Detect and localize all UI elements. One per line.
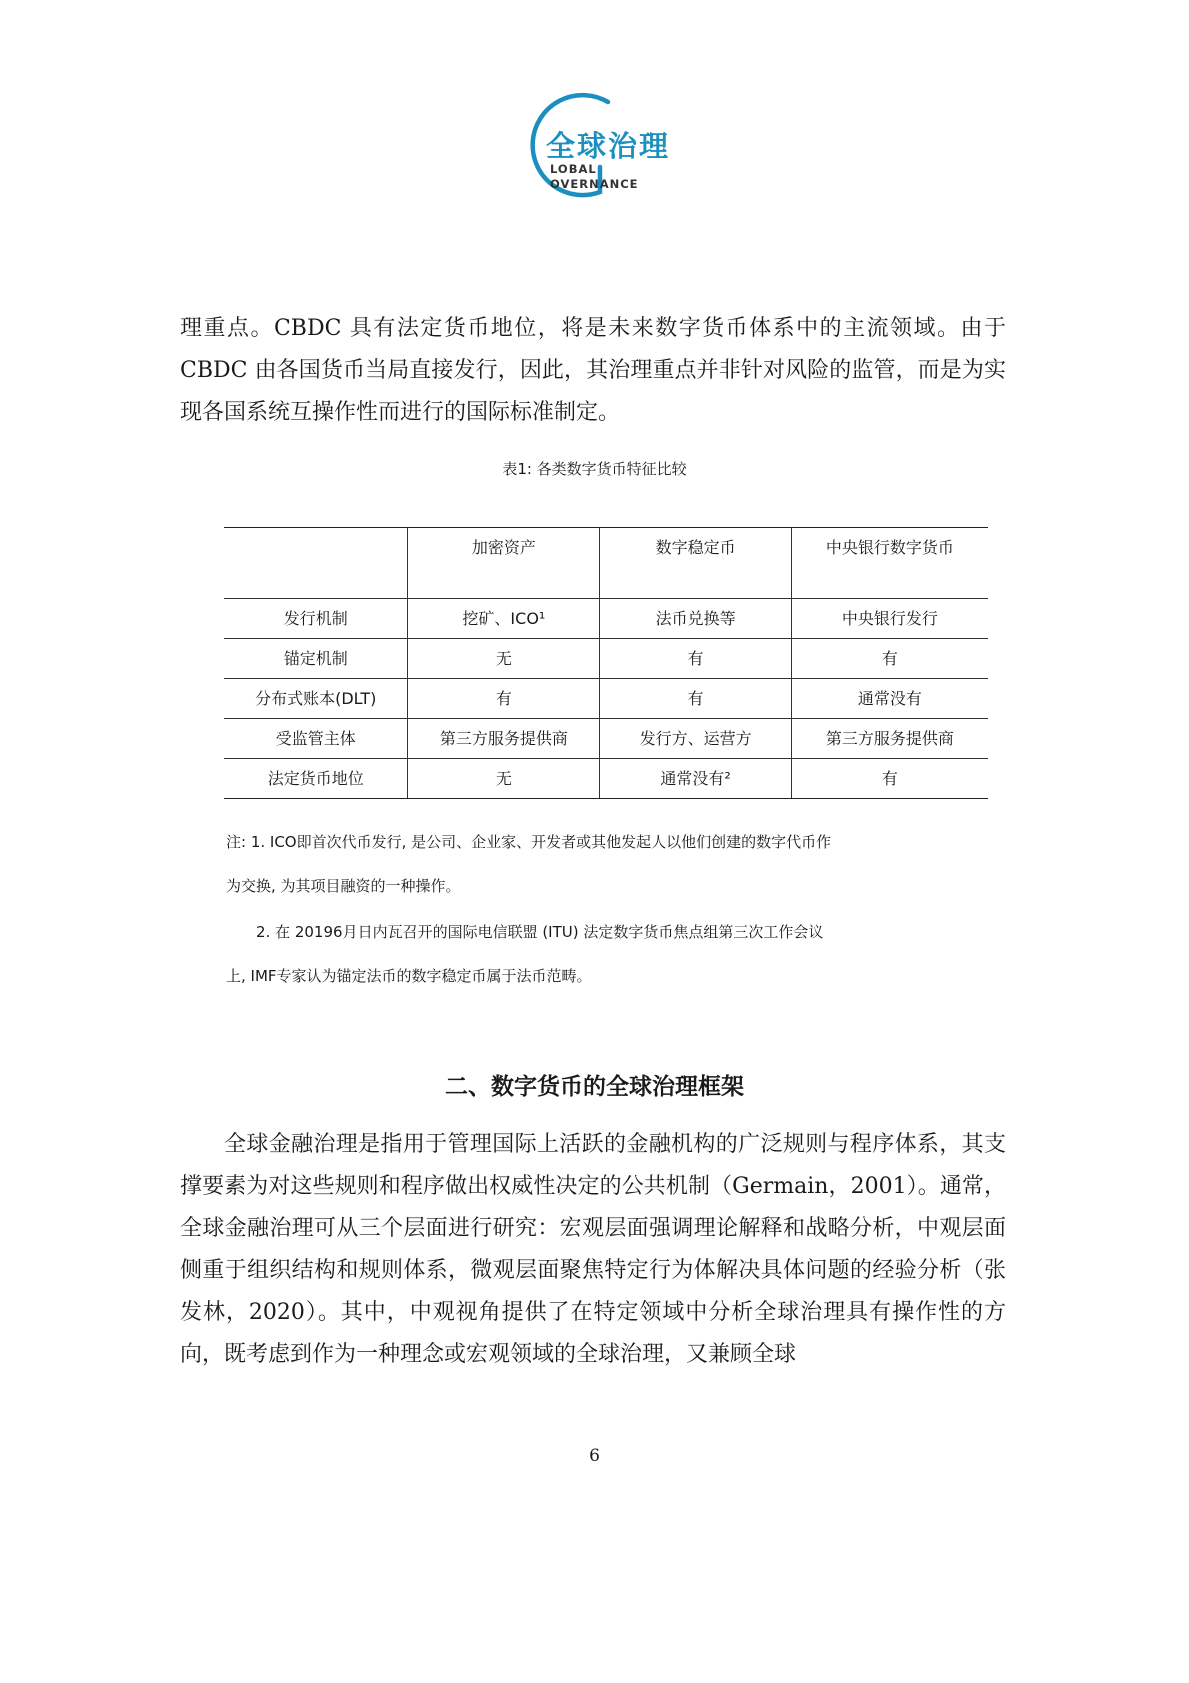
table-cell: 法币兑换等 [600,599,792,639]
table-cell: 挖矿、ICO¹ [408,599,600,639]
table-cell: 通常没有² [600,759,792,799]
table-row [224,719,988,759]
table-row-label: 锚定机制 [224,639,408,679]
table-note-2-line-1: 2. 在 20196月日内瓦召开的国际电信联盟 (ITU) 法定数字货币焦点组第三次工作会议 [256,923,824,941]
table-row-label: 分布式账本(DLT) [224,679,408,719]
global-governance-logo [500,92,700,204]
table-cell: 中央银行发行 [791,599,988,639]
body-paragraph-2: 全球金融治理是指用于管理国际上活跃的金融机构的广泛规则与程序体系，其支撑要素为对这些规则和程序做出权威性决定的公共机制（Germain，2001）。通常，全球金融治理可从三个层面进行研究：宏观层面强调理论解释和战略分析，中观层面侧重于组织结构和规则体系，微观层面聚焦特定行为体解决具体问题的经验分析（张发林，2020）。其中，中观视角提供了在特定领域中分析全球治理具有操作性的方向，既考虑到作为一种理念或宏观领域的全球治理，又兼顾全球 [180,1132,1006,1367]
table-row-label: 法定货币地位 [224,759,408,799]
table-cell: 第三方服务提供商 [791,719,988,759]
table-header-cell: 数字稳定币 [600,528,792,599]
table-header-cell: 加密资产 [408,528,600,599]
table-note-2-line-2: 上, IMF专家认为锚定法币的数字稳定币属于法币范畴。 [226,967,592,985]
table-header-cell: 中央银行数字货币 [791,528,988,599]
table-cell: 无 [408,639,600,679]
table-header-row [224,528,988,599]
comparison-table [224,527,988,799]
page-number: 6 [589,1446,600,1466]
table-row [224,759,988,799]
table-caption: 表1: 各类数字货币特征比较 [502,460,687,478]
table-cell: 无 [408,759,600,799]
table-cell: 有 [408,679,600,719]
table-cell: 有 [600,679,792,719]
table-row-label: 发行机制 [224,599,408,639]
logo-text-global: LOBAL [550,162,597,176]
table-cell: 有 [791,639,988,679]
table-header-cell [224,528,408,599]
table-cell: 有 [600,639,792,679]
table-cell: 第三方服务提供商 [408,719,600,759]
body-paragraph-1: 理重点。CBDC 具有法定货币地位，将是未来数字货币体系中的主流领域。由于 CBDC 由各国货币当局直接发行，因此，其治理重点并非针对风险的监管，而是为实现各国系统互操作性而进行的国际标准制定。 [180,316,1006,425]
table-row-label: 受监管主体 [224,719,408,759]
table-row [224,599,988,639]
table-cell: 发行方、运营方 [600,719,792,759]
table-note-1-line-2: 为交换, 为其项目融资的一种操作。 [226,877,461,895]
table-row [224,639,988,679]
table-cell: 通常没有 [791,679,988,719]
table-row [224,679,988,719]
table-note-1-line-1: 注: 1. ICO即首次代币发行, 是公司、企业家、开发者或其他发起人以他们创建的数字代币作 [226,833,832,851]
logo-title-zh: 全球治理 [546,129,671,163]
section-heading: 二、数字货币的全球治理框架 [445,1074,744,1100]
logo-text-governance: OVERNANCE [550,177,639,191]
table-cell: 有 [791,759,988,799]
